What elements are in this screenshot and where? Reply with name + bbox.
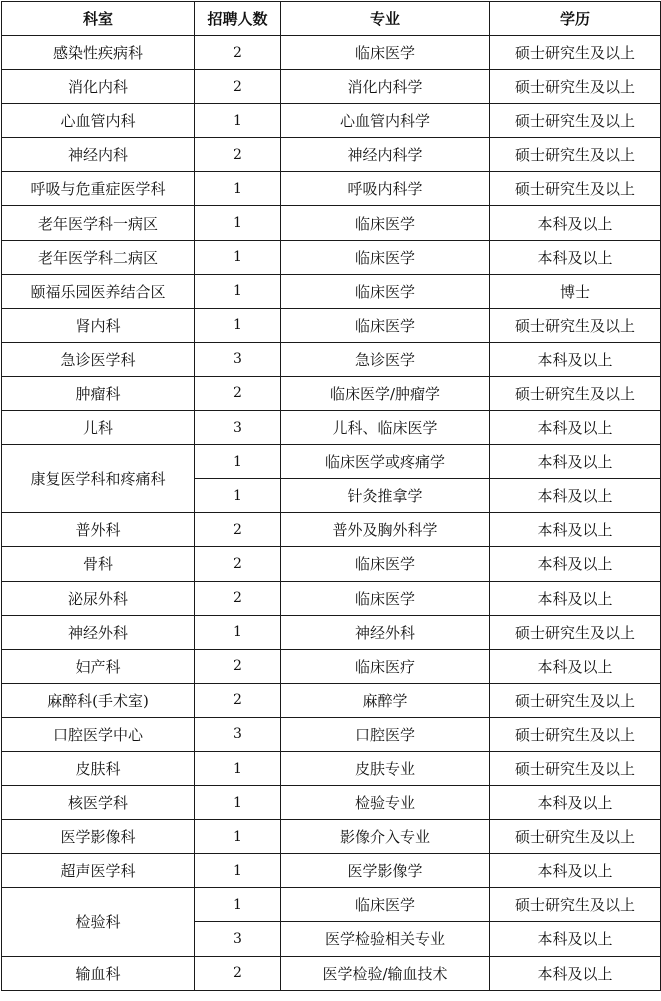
headcount-cell: 2 <box>195 376 281 410</box>
headcount-cell: 3 <box>195 922 281 956</box>
department-cell: 输血科 <box>2 956 195 990</box>
education-cell: 本科及以上 <box>490 854 661 888</box>
major-cell: 医学影像学 <box>281 854 490 888</box>
major-cell: 急诊医学 <box>281 342 490 376</box>
table-row <box>2 308 661 342</box>
education-cell: 本科及以上 <box>490 649 661 683</box>
headcount-cell: 1 <box>195 445 281 479</box>
department-cell: 医学影像科 <box>2 820 195 854</box>
major-cell: 普外及胸外科学 <box>281 513 490 547</box>
education-cell: 硕士研究生及以上 <box>490 751 661 785</box>
department-cell: 肿瘤科 <box>2 376 195 410</box>
department-cell: 检验科 <box>2 888 195 956</box>
education-cell: 硕士研究生及以上 <box>490 308 661 342</box>
headcount-cell: 1 <box>195 274 281 308</box>
headcount-cell: 1 <box>195 615 281 649</box>
education-cell: 博士 <box>490 274 661 308</box>
table-row <box>2 445 661 479</box>
department-cell: 超声医学科 <box>2 854 195 888</box>
education-cell: 本科及以上 <box>490 786 661 820</box>
department-cell: 老年医学科二病区 <box>2 240 195 274</box>
table-row <box>2 751 661 785</box>
headcount-cell: 1 <box>195 854 281 888</box>
department-cell: 老年医学科一病区 <box>2 206 195 240</box>
major-cell: 医学检验/输血技术 <box>281 956 490 990</box>
headcount-cell: 1 <box>195 479 281 513</box>
major-cell: 呼吸内科学 <box>281 172 490 206</box>
headcount-cell: 1 <box>195 786 281 820</box>
table-row <box>2 717 661 751</box>
table-row <box>2 649 661 683</box>
major-cell: 临床医学 <box>281 274 490 308</box>
table-row <box>2 888 661 922</box>
table-row <box>2 547 661 581</box>
table-row <box>2 36 661 70</box>
table-row <box>2 342 661 376</box>
headcount-cell: 2 <box>195 513 281 547</box>
education-cell: 硕士研究生及以上 <box>490 104 661 138</box>
headcount-cell: 1 <box>195 206 281 240</box>
education-cell: 本科及以上 <box>490 342 661 376</box>
table-body <box>2 36 661 991</box>
education-cell: 本科及以上 <box>490 206 661 240</box>
department-cell: 急诊医学科 <box>2 342 195 376</box>
header-department: 科室 <box>2 2 195 36</box>
table-row <box>2 138 661 172</box>
recruitment-table <box>1 1 661 991</box>
header-major: 专业 <box>281 2 490 36</box>
table-row <box>2 274 661 308</box>
table-row <box>2 786 661 820</box>
major-cell: 儿科、临床医学 <box>281 411 490 445</box>
major-cell: 神经内科学 <box>281 138 490 172</box>
major-cell: 消化内科学 <box>281 70 490 104</box>
education-cell: 本科及以上 <box>490 513 661 547</box>
headcount-cell: 1 <box>195 751 281 785</box>
department-cell: 颐福乐园医养结合区 <box>2 274 195 308</box>
headcount-cell: 2 <box>195 70 281 104</box>
department-cell: 儿科 <box>2 411 195 445</box>
major-cell: 检验专业 <box>281 786 490 820</box>
table-row <box>2 956 661 990</box>
major-cell: 临床医学 <box>281 547 490 581</box>
table-row <box>2 240 661 274</box>
department-cell: 心血管内科 <box>2 104 195 138</box>
major-cell: 临床医学 <box>281 240 490 274</box>
department-cell: 康复医学科和疼痛科 <box>2 445 195 513</box>
education-cell: 硕士研究生及以上 <box>490 36 661 70</box>
header-headcount: 招聘人数 <box>195 2 281 36</box>
major-cell: 临床医疗 <box>281 649 490 683</box>
education-cell: 硕士研究生及以上 <box>490 820 661 854</box>
table-row <box>2 206 661 240</box>
department-cell: 口腔医学中心 <box>2 717 195 751</box>
major-cell: 心血管内科学 <box>281 104 490 138</box>
headcount-cell: 3 <box>195 342 281 376</box>
education-cell: 本科及以上 <box>490 240 661 274</box>
department-cell: 感染性疾病科 <box>2 36 195 70</box>
department-cell: 核医学科 <box>2 786 195 820</box>
education-cell: 本科及以上 <box>490 922 661 956</box>
table-row <box>2 581 661 615</box>
headcount-cell: 2 <box>195 956 281 990</box>
headcount-cell: 2 <box>195 138 281 172</box>
headcount-cell: 2 <box>195 36 281 70</box>
department-cell: 肾内科 <box>2 308 195 342</box>
education-cell: 硕士研究生及以上 <box>490 888 661 922</box>
department-cell: 妇产科 <box>2 649 195 683</box>
major-cell: 临床医学 <box>281 581 490 615</box>
major-cell: 临床医学 <box>281 206 490 240</box>
major-cell: 临床医学 <box>281 308 490 342</box>
headcount-cell: 2 <box>195 683 281 717</box>
major-cell: 针灸推拿学 <box>281 479 490 513</box>
header-row <box>2 2 661 36</box>
table-row <box>2 104 661 138</box>
major-cell: 神经外科 <box>281 615 490 649</box>
headcount-cell: 1 <box>195 104 281 138</box>
major-cell: 口腔医学 <box>281 717 490 751</box>
headcount-cell: 1 <box>195 308 281 342</box>
headcount-cell: 2 <box>195 649 281 683</box>
education-cell: 本科及以上 <box>490 445 661 479</box>
major-cell: 临床医学或疼痛学 <box>281 445 490 479</box>
department-cell: 神经外科 <box>2 615 195 649</box>
headcount-cell: 2 <box>195 581 281 615</box>
major-cell: 临床医学/肿瘤学 <box>281 376 490 410</box>
education-cell: 硕士研究生及以上 <box>490 615 661 649</box>
department-cell: 神经内科 <box>2 138 195 172</box>
education-cell: 本科及以上 <box>490 547 661 581</box>
table-row <box>2 615 661 649</box>
table-row <box>2 411 661 445</box>
education-cell: 本科及以上 <box>490 411 661 445</box>
table-row <box>2 854 661 888</box>
education-cell: 硕士研究生及以上 <box>490 138 661 172</box>
headcount-cell: 1 <box>195 888 281 922</box>
department-cell: 骨科 <box>2 547 195 581</box>
headcount-cell: 3 <box>195 411 281 445</box>
department-cell: 呼吸与危重症医学科 <box>2 172 195 206</box>
table-row <box>2 820 661 854</box>
table-row <box>2 683 661 717</box>
department-cell: 消化内科 <box>2 70 195 104</box>
education-cell: 本科及以上 <box>490 479 661 513</box>
department-cell: 皮肤科 <box>2 751 195 785</box>
education-cell: 硕士研究生及以上 <box>490 376 661 410</box>
education-cell: 本科及以上 <box>490 581 661 615</box>
table-row <box>2 376 661 410</box>
major-cell: 影像介入专业 <box>281 820 490 854</box>
headcount-cell: 1 <box>195 240 281 274</box>
major-cell: 皮肤专业 <box>281 751 490 785</box>
table-row <box>2 70 661 104</box>
headcount-cell: 1 <box>195 172 281 206</box>
major-cell: 医学检验相关专业 <box>281 922 490 956</box>
header-education: 学历 <box>490 2 661 36</box>
major-cell: 临床医学 <box>281 888 490 922</box>
major-cell: 麻醉学 <box>281 683 490 717</box>
headcount-cell: 1 <box>195 820 281 854</box>
headcount-cell: 3 <box>195 717 281 751</box>
education-cell: 硕士研究生及以上 <box>490 70 661 104</box>
headcount-cell: 2 <box>195 547 281 581</box>
department-cell: 泌尿外科 <box>2 581 195 615</box>
education-cell: 本科及以上 <box>490 956 661 990</box>
department-cell: 普外科 <box>2 513 195 547</box>
table-row <box>2 513 661 547</box>
table-row <box>2 172 661 206</box>
department-cell: 麻醉科(手术室) <box>2 683 195 717</box>
major-cell: 临床医学 <box>281 36 490 70</box>
education-cell: 硕士研究生及以上 <box>490 717 661 751</box>
education-cell: 硕士研究生及以上 <box>490 683 661 717</box>
education-cell: 硕士研究生及以上 <box>490 172 661 206</box>
